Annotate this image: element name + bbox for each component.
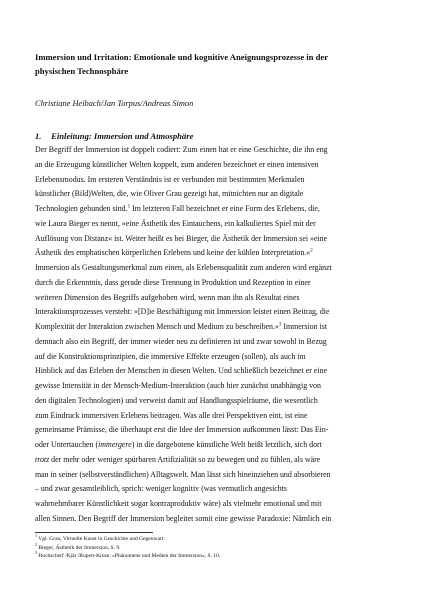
- body-line: man in seiner (selbstverständlichen) Alltagswelt. Man lässt sich hineinziehen und absorbieren: [35, 469, 331, 479]
- body-text: Technologien gebunden sind.: [35, 204, 128, 213]
- footnote-text: Vgl. Grau, Virtuelle Kunst in Geschichte und Gegenwart.: [37, 536, 165, 542]
- title-line-2: physischen Technosphäre: [35, 66, 129, 76]
- footnote-ref[interactable]: 1: [127, 204, 131, 210]
- body-line: auf die Konstruktionsprinzipien, die immersive Effekte erzeugen (sollen), als auch im: [35, 351, 306, 361]
- footnote-number: 3: [35, 550, 37, 556]
- body-line: zum Eindruck immersiven Erlebens beitragen. Was alle drei Perspektiven eint, ist eine: [35, 410, 308, 420]
- body-line: Hinblick auf das Erleben der Menschen in diesen Welten. Und schließlich bezeichnet er eine: [35, 366, 327, 376]
- section-heading: [35, 130, 193, 142]
- body-line: allen Sinnen. Den Begriff der Immersion begleitet somit eine gewisse Paradoxie: Nämlich ein: [35, 513, 332, 523]
- body-line: [35, 453, 387, 468]
- body-line: – und zwar gesamtleiblich, sprich: weniger kognitiv (was vermutlich angesichts: [35, 484, 287, 494]
- body-text: ) in die dargebotene künstliche Welt heißt letztlich, sich dort: [131, 440, 322, 449]
- body-line: gemeinsame Prämisse, die überhaupt erst die Idee der Immersion aufkommen lässt: Das Ein-: [35, 425, 329, 435]
- footnote-separator: [35, 532, 153, 533]
- body-line: Immersion als Gestaltungsmerkmal zum einen, als Erlebensqualität zum anderen wird ergänzt: [35, 263, 332, 272]
- body-line: Der Begriff der Immersion ist doppelt codiert: Zum einen hat er eine Geschichte, die ihn eng: [35, 145, 328, 154]
- body-line: den digitalen Technologien) und verweist damit auf Handlungsspielräume, die wesentlich: [35, 395, 318, 405]
- footnote-number: 1: [35, 533, 37, 539]
- body-line: weiteren Dimension des Begriffs aufgehoben wird, wenn man ihn als Resultat eines: [35, 292, 300, 302]
- body-line: gewisse Intensität in der Mensch-Medium-Interaktion (auch hier zunächst unabhängig von: [35, 381, 321, 390]
- body-text: oder Untertauchen (: [35, 440, 99, 449]
- body-paragraph: [35, 143, 387, 527]
- body-line: künstlicher (Bild)Welten, die, wie Oliver Grau gezeigt hat, mitnichten nur an digitale: [35, 189, 304, 199]
- footnotes: [35, 535, 387, 561]
- document-title: [35, 50, 385, 78]
- body-line: wahrnehmbarer Künstlichkeit sogar kontraproduktiv wäre) als vielmehr emotional und mit: [35, 499, 322, 508]
- footnote: [35, 552, 387, 561]
- body-line: [35, 202, 387, 217]
- footnote: [35, 541, 387, 556]
- body-line: [35, 438, 387, 453]
- body-line: [35, 246, 387, 261]
- body-line: demnach also ein Begriff, der immer wieder neu zu definieren ist und zwar sowohl in Bezug: [35, 336, 327, 346]
- authors: Christiane Heibach/Jan Torpus/Andreas Simon: [35, 99, 194, 108]
- body-text: Immersion ist: [281, 322, 327, 331]
- emphasis-text: trotz: [35, 454, 50, 464]
- body-line: Erlebensmodus. Im ersteren Verständnis ist er verbunden mit bestimmten Merkmalen: [35, 174, 305, 184]
- section-title: Einleitung: Immersion und Atmosphäre: [51, 131, 194, 141]
- footnote-ref[interactable]: 2: [310, 248, 313, 254]
- body-text: Im letzteren Fall bezeichnet er eine Form des Erlebens, die,: [130, 204, 320, 213]
- body-text: Komplexität der Interaktion zwischen Mensch und Medium zu beschreiben.«: [35, 322, 279, 331]
- emphasis-text: immergere: [98, 440, 132, 449]
- body-line: wie Laura Bieger es nennt, »eine Ästhetik des Eintauchens, ein kalkuliertes Spiel mit der: [35, 218, 316, 228]
- section-number: 1.: [35, 131, 42, 141]
- footnote-number: 2: [35, 541, 37, 547]
- title-line-1: Immersion und Irritation: Emotionale und kognitive Aneignungsprozesse in der: [35, 52, 329, 62]
- body-text: der mehr oder weniger spürbaren Artifizialität so zu bewegen und zu fühlen, als wäre: [49, 454, 321, 464]
- body-line: Auflösung von Distanz« ist. Weiter heißt es bei Bieger, die Ästhetik der Immersion sei »eine: [35, 233, 328, 243]
- footnote-ref[interactable]: 3: [278, 322, 282, 328]
- footnote-text: Bieger, Ästhetik der Immersion, S. 9.: [37, 544, 121, 551]
- footnote: [35, 535, 387, 544]
- footnote-text: Hochscherf /Kjär /Rupert-Kruse: »Phänomene und Medien der Immersion«, S. 10.: [37, 553, 221, 560]
- body-line: durch die Erkenntnis, dass gerade diese Trennung in Produktion und Rezeption in einer: [35, 277, 311, 287]
- body-text: Ästhetik des emphatischen körperlichen Erlebens und keine der kühlen Interpretation.«: [35, 248, 311, 258]
- body-line: [35, 320, 387, 335]
- body-line: Interaktionsprozesses versteht: »[D]ie Beschäftigung mit Immersion leistet einen Beitrag, die: [35, 307, 330, 317]
- body-line: an die Erzeugung künstlicher Welten koppelt, zum anderen bezeichnet er einen intensiven: [35, 159, 319, 169]
